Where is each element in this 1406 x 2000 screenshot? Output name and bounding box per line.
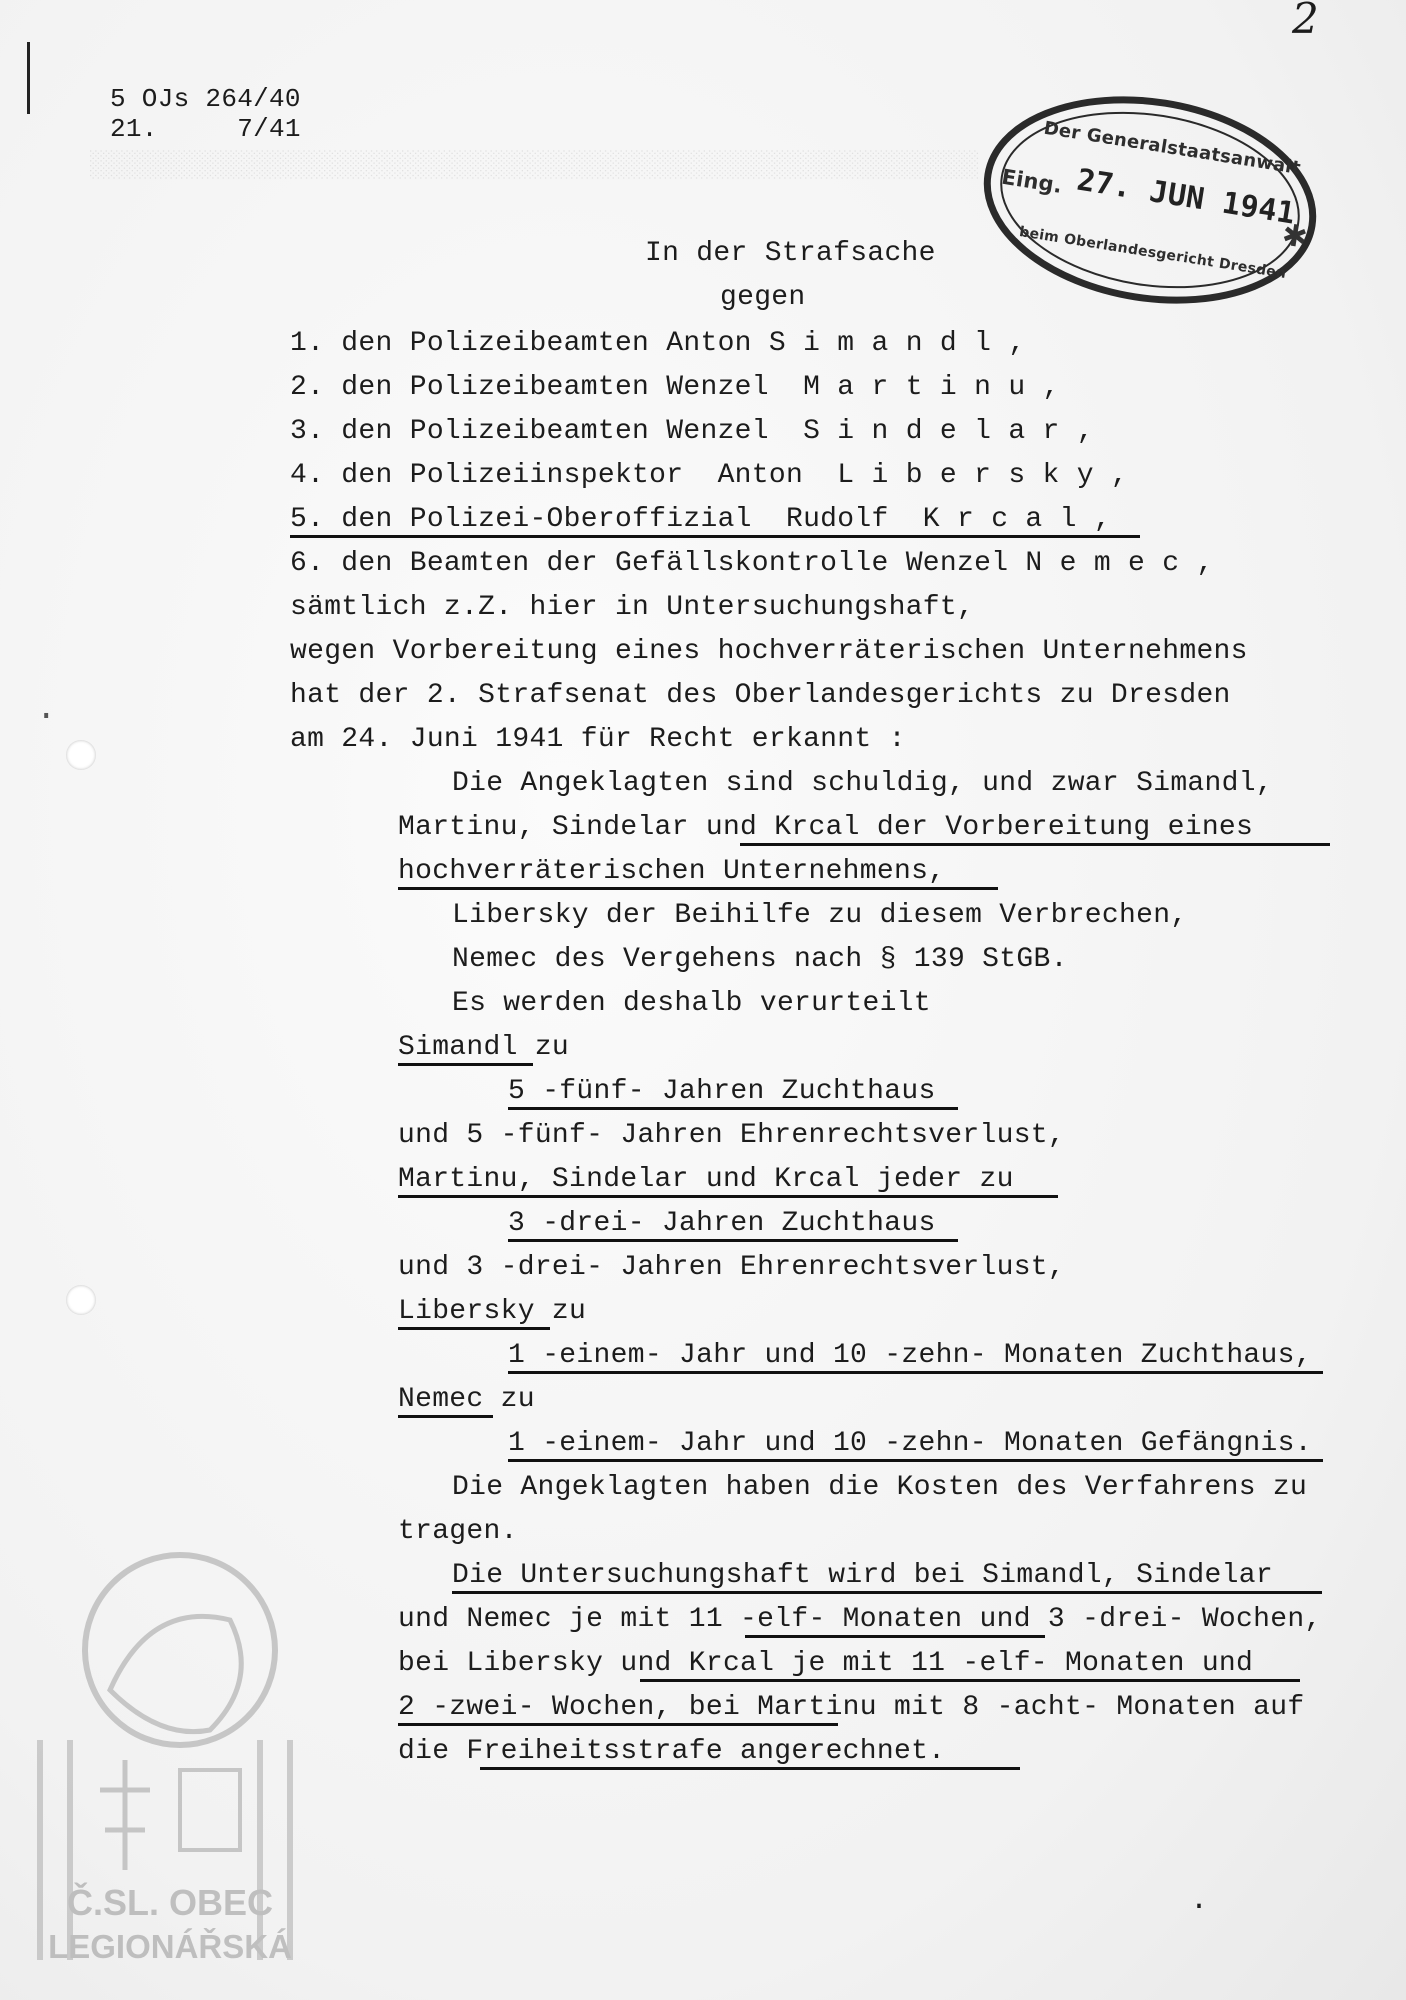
underline — [508, 1239, 958, 1242]
stray-mark: · — [1190, 1890, 1209, 1924]
verdict-line: Nemec des Vergehens nach § 139 StGB. — [452, 944, 1068, 975]
sentence-line: 5 -fünf- Jahren Zuchthaus — [508, 1076, 936, 1107]
verdict-line: hochverräterischen Unternehmens, — [398, 856, 946, 887]
defendant-line: 3. den Polizeibeamten Wenzel S i n d e l a r , — [290, 416, 1094, 447]
detention-line: bei Libersky und Krcal je mit 11 -elf- Monaten und — [398, 1648, 1254, 1679]
sentence-line: und 5 -fünf- Jahren Ehrenrechtsverlust, — [398, 1120, 1066, 1151]
underline — [398, 1063, 533, 1066]
defendant-line: 2. den Polizeibeamten Wenzel M a r t i n u , — [290, 372, 1060, 403]
page-number-mark: 2 — [1292, 0, 1320, 43]
underline — [508, 1107, 958, 1110]
sentence-line: Libersky zu — [398, 1296, 587, 1327]
received-stamp — [966, 70, 1335, 331]
intro-line: sämtlich z.Z. hier in Untersuchungshaft, — [290, 592, 975, 623]
defendant-line: 4. den Polizeiinspektor Anton L i b e r s k y , — [290, 460, 1129, 491]
svg-text:✱: ✱ — [1279, 217, 1310, 256]
stamp-label: Eing. — [999, 164, 1064, 198]
stamp-authority: Der Generalstaatsanwalt — [1042, 117, 1303, 180]
sentence-line: Simandl zu — [398, 1032, 570, 1063]
underline — [290, 535, 1140, 538]
margin-mark — [27, 42, 30, 114]
punch-hole — [66, 1285, 96, 1315]
detention-line: Die Untersuchungshaft wird bei Simandl, Sindelar — [452, 1560, 1273, 1591]
intro-line: hat der 2. Strafsenat des Oberlandesgerichts zu Dresden — [290, 680, 1231, 711]
sentence-line: 1 -einem- Jahr und 10 -zehn- Monaten Gefängnis. — [508, 1428, 1312, 1459]
underline — [398, 1723, 838, 1726]
sentence-line: 1 -einem- Jahr und 10 -zehn- Monaten Zuchthaus, — [508, 1340, 1312, 1371]
underline — [740, 843, 1330, 846]
detention-line: 2 -zwei- Wochen, bei Martinu mit 8 -acht- Monaten auf — [398, 1692, 1305, 1723]
costs-line: Die Angeklagten haben die Kosten des Verfahrens zu — [452, 1472, 1308, 1503]
legion-watermark — [30, 1540, 310, 2000]
intro-line: am 24. Juni 1941 für Recht erkannt : — [290, 724, 906, 755]
stamp-court: beim Oberlandesgericht Dresden — [1018, 224, 1288, 283]
sentence-line: Martinu, Sindelar und Krcal jeder zu — [398, 1164, 1014, 1195]
defendant-line: 6. den Beamten der Gefällskontrolle Wenzel N e m e c , — [290, 548, 1214, 579]
underline — [480, 1767, 1020, 1770]
detention-line: und Nemec je mit 11 -elf- Monaten und 3 -drei- Wochen, — [398, 1604, 1322, 1635]
underline — [452, 1591, 1322, 1594]
sentence-line: Nemec zu — [398, 1384, 535, 1415]
underline — [398, 887, 998, 890]
watermark-line: LEGIONÁŘSKÁ — [48, 1928, 292, 1965]
underline — [745, 1635, 1045, 1638]
case-against: gegen — [720, 282, 806, 313]
underline — [398, 1327, 550, 1330]
bleed-through-text: ░░░░░░░░░░░░░░░░░░░░░░░░░░░░░░░░░░░░░░░░░░░░░░░░░░░░░░░░░ — [90, 150, 980, 180]
underline — [640, 1679, 1300, 1682]
underline — [508, 1459, 1323, 1462]
detention-line: die Freiheitsstrafe angerechnet. — [398, 1736, 946, 1767]
underline — [398, 1415, 493, 1418]
verdict-line: Die Angeklagten sind schuldig, und zwar Simandl, — [452, 768, 1273, 799]
intro-line: wegen Vorbereitung eines hochverräterischen Unternehmens — [290, 636, 1248, 667]
costs-line: tragen. — [398, 1516, 518, 1547]
case-title: In der Strafsache — [645, 238, 936, 269]
punch-mark: · — [36, 698, 57, 736]
verdict-line: Es werden deshalb verurteilt — [452, 988, 931, 1019]
punch-hole — [66, 740, 96, 770]
watermark-line: Č.SL. OBEC — [66, 1882, 273, 1923]
defendant-line: 1. den Polizeibeamten Anton S i m a n d l , — [290, 328, 1026, 359]
underline — [398, 1195, 1058, 1198]
defendant-line: 5. den Polizei-Oberoffizial Rudolf K r c a l , — [290, 504, 1111, 535]
file-number: 5 OJs 264/40 — [110, 84, 301, 114]
register-number: 21. 7/41 — [110, 114, 301, 144]
verdict-line: Martinu, Sindelar und Krcal der Vorbereitung eines — [398, 812, 1254, 843]
stamp-date: 27. JUN 1941 — [1074, 162, 1298, 232]
verdict-line: Libersky der Beihilfe zu diesem Verbrechen, — [452, 900, 1188, 931]
underline — [508, 1371, 1323, 1374]
sentence-line: 3 -drei- Jahren Zuchthaus — [508, 1208, 936, 1239]
sentence-line: und 3 -drei- Jahren Ehrenrechtsverlust, — [398, 1252, 1066, 1283]
